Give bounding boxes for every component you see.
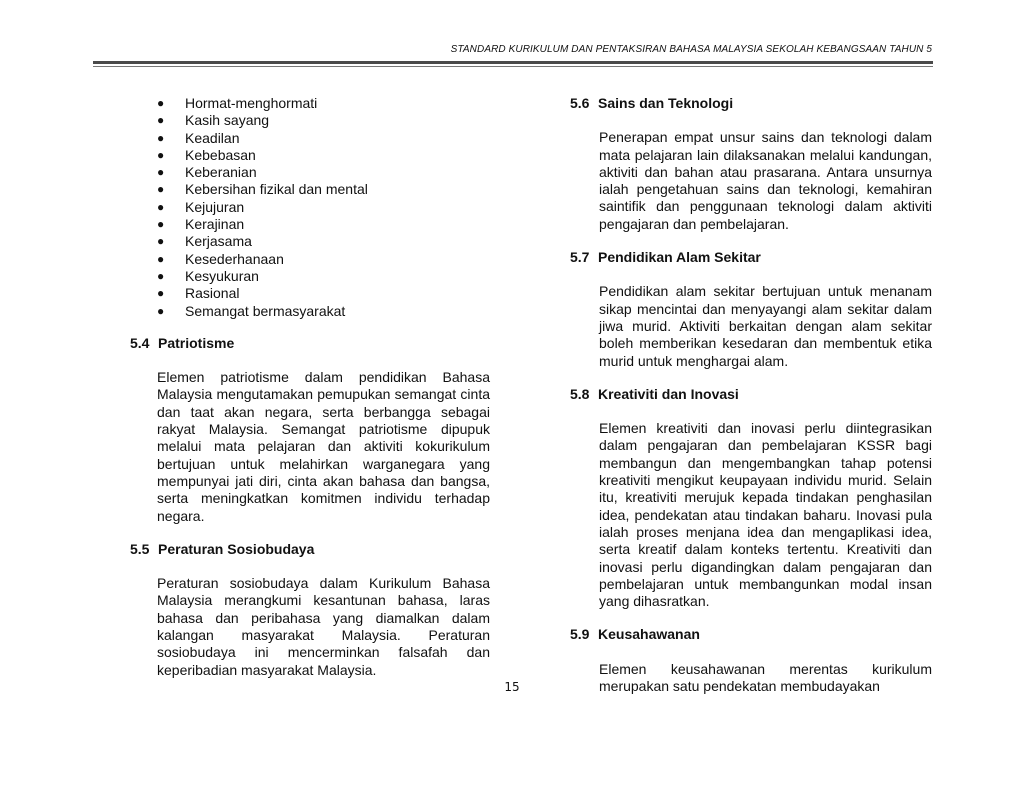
values-bullet-list <box>130 95 490 320</box>
section-heading-keusahawanan <box>570 626 932 643</box>
list-item-text: Keadilan <box>185 129 240 146</box>
list-item <box>130 95 490 112</box>
list-item <box>130 303 490 320</box>
section-title: Peraturan Sosiobudaya <box>158 540 315 557</box>
list-item <box>130 164 490 181</box>
section-title: Sains dan Teknologi <box>598 95 734 111</box>
section-title: Kreativiti dan Inovasi <box>598 385 739 402</box>
list-item-text: Kebersihan fizikal dan mental <box>185 181 368 198</box>
list-item-text: Hormat-menghormati <box>185 95 318 111</box>
section-title: Keusahawanan <box>598 626 700 643</box>
bullet-icon: ● <box>157 182 165 197</box>
header-rule-thin <box>93 66 933 67</box>
list-item-text: Kebebasan <box>185 146 256 163</box>
right-column <box>570 95 932 695</box>
bullet-icon: ● <box>157 268 165 283</box>
list-item-text: Kesederhanaan <box>185 250 284 267</box>
bullet-icon: ● <box>157 165 165 180</box>
section-body-sains-teknologi: Penerapan empat unsur sains dan teknologi dalam mata pelajaran lain dilaksanakan melalui kandungan, aktiviti dan bahan atau prasarana. Antara unsurnya ialah pengetahuan sains dan teknologi, kemahiran saintifik dan penggunaan teknologi dalam aktiviti pengajaran dan pembelajaran. <box>599 129 932 232</box>
bullet-icon: ● <box>157 199 165 214</box>
list-item <box>130 112 490 129</box>
list-item-text: Kesyukuran <box>185 267 259 284</box>
list-item-text: Kerajinan <box>185 216 245 233</box>
section-body-patriotisme: Elemen patriotisme dalam pendidikan Bahasa Malaysia mengutamakan pemupukan semangat cinta dan taat akan negara, serta berbangga sebagai rakyat Malaysia. Semangat patriotisme dipupuk melalui mata pelajaran dan aktiviti kokurikulum bertujuan untuk melahirkan warganegara yang mempunyai jati diri, cinta akan bahasa dan bangsa, serta meningkatkan komitmen individu terhadap negara. <box>157 369 490 524</box>
list-item <box>130 285 490 302</box>
section-body-kreativiti: Elemen kreativiti dan inovasi perlu diintegrasikan dalam pengajaran dan pembelajaran KSSR bagi membangun dan mengembangkan tahap potensi kreativiti mengikut keupayaan individu murid. Selain itu, kreativiti merujuk kepada tindakan penghasilan idea, pendekatan atau tindakan baharu. Inovasi pula ialah proses menjana idea dan mengaplikasi idea, serta kreatif dalam konteks tertentu. Kreativiti dan inovasi perlu digandingkan dalam pengajaran dan pembelajaran untuk membangunkan modal insan yang dihasratkan. <box>599 420 932 610</box>
list-item-text: Rasional <box>185 285 240 302</box>
bullet-icon: ● <box>157 113 165 128</box>
section-number: 5.9 <box>570 626 590 643</box>
section-body-keusahawanan: Elemen keusahawanan merentas kurikulum merupakan satu pendekatan membudayakan <box>599 660 932 695</box>
running-header: STANDARD KURIKULUM DAN PENTAKSIRAN BAHASA MALAYSIA SEKOLAH KEBANGSAAN TAHUN 5 <box>450 44 932 55</box>
section-body-sosiobudaya: Peraturan sosiobudaya dalam Kurikulum Bahasa Malaysia merangkumi kesantunan bahasa, laras bahasa dan peribahasa yang diamalkan dalam kalangan masyarakat Malaysia. Peraturan sosiobudaya ini mencerminkan falsafah dan keperibadian masyarakat Malaysia. <box>157 575 490 678</box>
list-item <box>130 216 490 233</box>
left-column <box>130 95 490 679</box>
section-heading-sains-teknologi <box>570 95 932 112</box>
list-item <box>130 199 490 216</box>
bullet-icon: ● <box>157 217 165 232</box>
section-number: 5.5 <box>130 540 150 557</box>
list-item <box>130 181 490 198</box>
bullet-icon: ● <box>157 303 165 318</box>
list-item <box>130 233 490 250</box>
list-item-text: Keberanian <box>185 164 257 181</box>
list-item-text: Kerjasama <box>185 233 252 250</box>
list-item <box>130 130 490 147</box>
bullet-icon: ● <box>157 234 165 249</box>
section-heading-alam-sekitar <box>570 249 932 266</box>
section-number: 5.6 <box>570 95 590 111</box>
section-number: 5.4 <box>130 334 150 351</box>
section-title: Pendidikan Alam Sekitar <box>598 249 761 266</box>
list-item-text: Kasih sayang <box>185 112 270 129</box>
section-heading-sosiobudaya <box>130 541 490 558</box>
bullet-icon: ● <box>157 286 165 301</box>
list-item-text: Kejujuran <box>185 198 245 215</box>
list-item <box>130 251 490 268</box>
bullet-icon: ● <box>157 96 165 110</box>
list-item <box>130 147 490 164</box>
list-item-text: Semangat bermasyarakat <box>185 302 346 319</box>
section-number: 5.7 <box>570 249 590 266</box>
header-rule-thick <box>93 61 933 64</box>
section-title: Patriotisme <box>158 334 235 351</box>
page-number: 15 <box>504 680 520 694</box>
bullet-icon: ● <box>157 251 165 266</box>
list-item <box>130 268 490 285</box>
section-heading-kreativiti <box>570 386 932 403</box>
section-body-alam-sekitar: Pendidikan alam sekitar bertujuan untuk menanam sikap mencintai dan menyayangi alam sekitar dalam jiwa murid. Aktiviti berkaitan dengan alam sekitar boleh memberikan kesedaran dan membentuk etika murid untuk menghargai alam. <box>599 283 932 369</box>
section-number: 5.8 <box>570 385 590 402</box>
bullet-icon: ● <box>157 130 165 145</box>
section-heading-patriotisme <box>130 335 490 352</box>
bullet-icon: ● <box>157 147 165 162</box>
